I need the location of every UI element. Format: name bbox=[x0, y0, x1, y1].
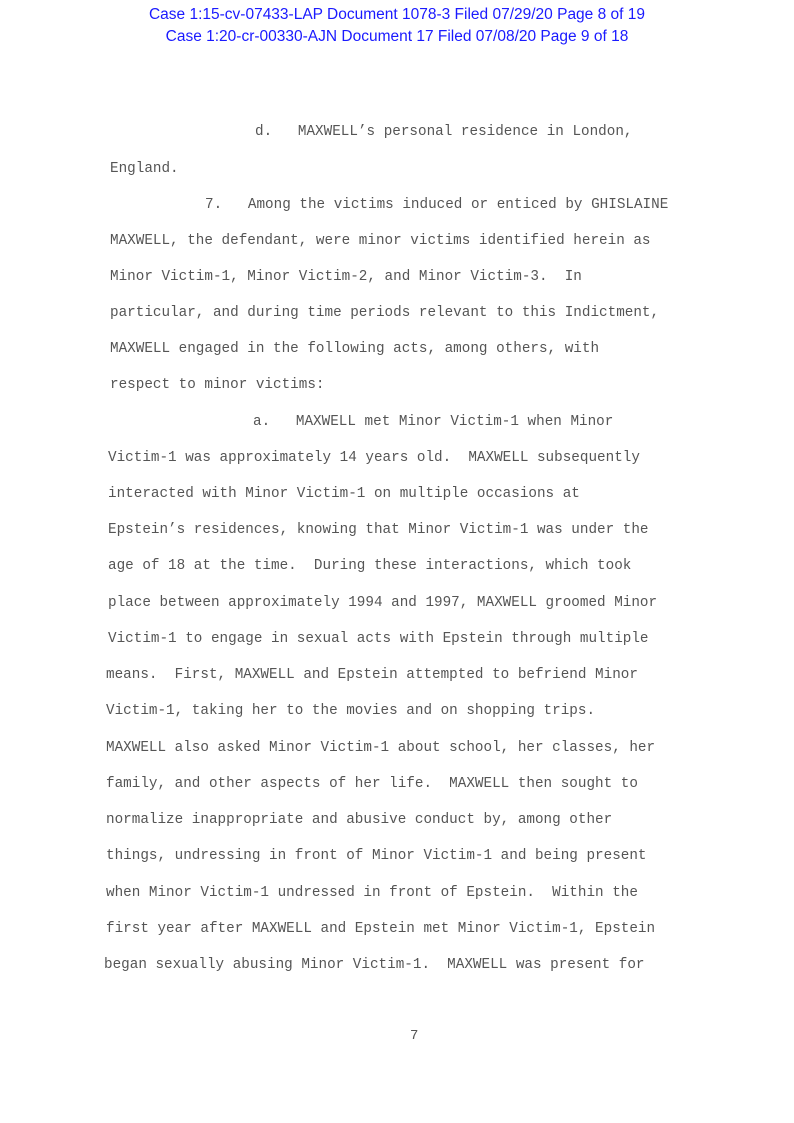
text-line: d. MAXWELL’s personal residence in London, bbox=[255, 124, 633, 140]
ecf-header-stamp-overlay: Case 1:20-cr-00330-AJN Document 17 Filed 07/08/20 Page 9 of 18 bbox=[165, 28, 629, 45]
ecf-header-stamp: Case 1:15-cv-07433-LAP Document 1078-3 Filed 07/29/20 Page 8 of 19 bbox=[148, 6, 646, 23]
text-line: things, undressing in front of Minor Victim-1 and being present bbox=[106, 848, 647, 864]
page-number: 7 bbox=[410, 1028, 419, 1044]
text-line: Minor Victim-1, Minor Victim-2, and Minor Victim-3. In bbox=[110, 269, 582, 285]
text-line: when Minor Victim-1 undressed in front of Epstein. Within the bbox=[106, 885, 638, 901]
text-line: interacted with Minor Victim-1 on multiple occasions at bbox=[108, 486, 580, 502]
text-line: normalize inappropriate and abusive conduct by, among other bbox=[106, 812, 613, 828]
text-line: family, and other aspects of her life. MAXWELL then sought to bbox=[106, 776, 638, 792]
text-line: means. First, MAXWELL and Epstein attempted to befriend Minor bbox=[106, 667, 638, 683]
text-line: Victim-1, taking her to the movies and on shopping trips. bbox=[106, 703, 596, 719]
text-line: MAXWELL engaged in the following acts, among others, with bbox=[110, 341, 600, 357]
text-line: Epstein’s residences, knowing that Minor Victim-1 was under the bbox=[108, 522, 649, 538]
text-line: MAXWELL, the defendant, were minor victims identified herein as bbox=[110, 233, 651, 249]
text-line: Victim-1 was approximately 14 years old. MAXWELL subsequently bbox=[108, 450, 640, 466]
text-line: age of 18 at the time. During these interactions, which took bbox=[108, 558, 632, 574]
text-line: particular, and during time periods relevant to this Indictment, bbox=[110, 305, 660, 321]
text-line: first year after MAXWELL and Epstein met Minor Victim-1, Epstein bbox=[106, 921, 656, 937]
text-line: respect to minor victims: bbox=[110, 377, 325, 393]
text-line: MAXWELL also asked Minor Victim-1 about school, her classes, her bbox=[106, 740, 656, 756]
text-line: Victim-1 to engage in sexual acts with Epstein through multiple bbox=[108, 631, 649, 647]
text-line: place between approximately 1994 and 1997, MAXWELL groomed Minor bbox=[108, 595, 658, 611]
text-line: began sexually abusing Minor Victim-1. MAXWELL was present for bbox=[104, 957, 645, 973]
text-line: England. bbox=[110, 161, 179, 177]
text-line: 7. Among the victims induced or enticed by GHISLAINE bbox=[205, 197, 669, 213]
text-line: a. MAXWELL met Minor Victim-1 when Minor bbox=[253, 414, 614, 430]
